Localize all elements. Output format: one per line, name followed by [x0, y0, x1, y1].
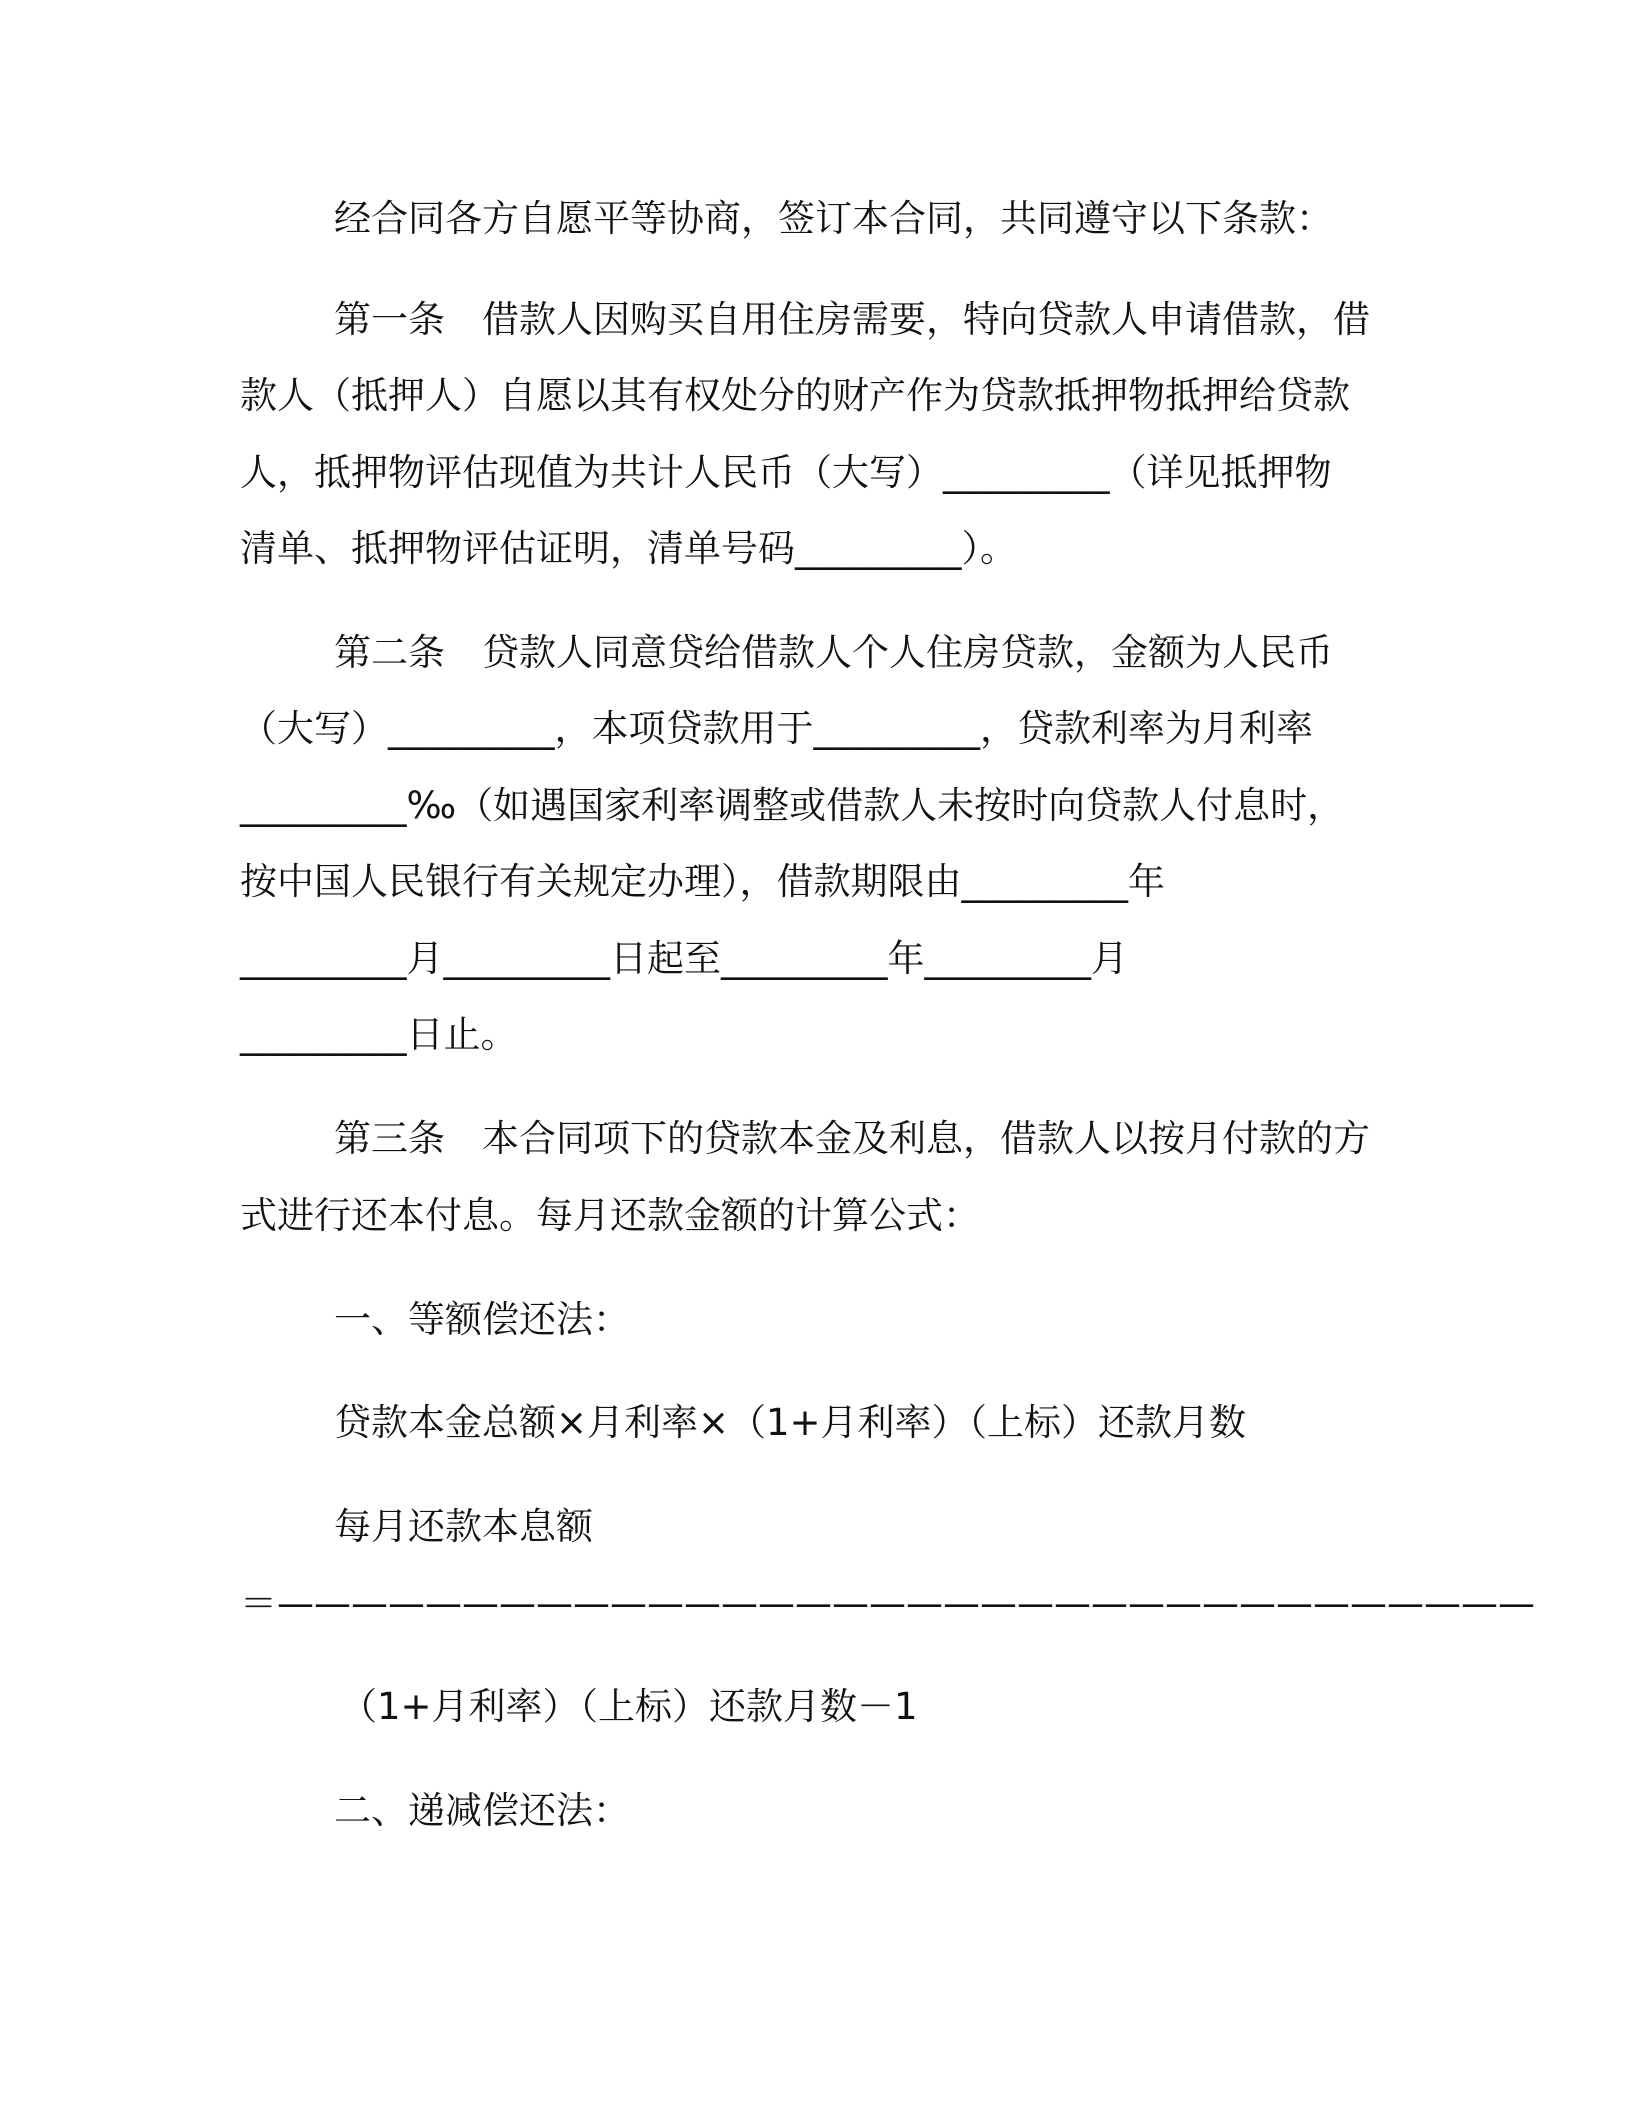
article-2-line-4: 按中国人民银行有关规定办理），借款期限由_________年: [240, 860, 1165, 903]
article-1-line-2: 款人（抵押人）自愿以其有权处分的财产作为贷款抵押物抵押给贷款: [240, 374, 1350, 417]
article-2-line-5: _________月_________日起至_________年_________月: [240, 937, 1128, 980]
formula-denominator: （1+月利率）（上标）还款月数－1: [340, 1685, 918, 1728]
preamble-line: 经合同各方自愿平等协商，签订本合同，共同遵守以下条款：: [334, 197, 1333, 240]
article-1-line-3: 人，抵押物评估现值为共计人民币（大写）_________（详见抵押物: [240, 451, 1332, 494]
article-1-line-4: 清单、抵押物评估证明，清单号码_________）。: [240, 527, 1017, 570]
method-2-heading: 二、递减偿还法：: [334, 1789, 630, 1832]
formula-label: 每月还款本息额: [334, 1505, 593, 1548]
article-2-line-2: （大写）_________，本项贷款用于_________，贷款利率为月利率: [240, 707, 1313, 750]
formula-numerator: 贷款本金总额×月利率×（1+月利率）（上标）还款月数: [334, 1401, 1247, 1444]
article-3-line-2: 式进行还本付息。每月还款金额的计算公式：: [240, 1194, 980, 1237]
article-1-line-1: 第一条 借款人因购买自用住房需要，特向贷款人申请借款，借: [334, 298, 1370, 341]
formula-fraction-bar: ＝——————————————————————————————————: [240, 1582, 1535, 1625]
article-2-line-1: 第二条 贷款人同意贷给借款人个人住房贷款，金额为人民币: [334, 631, 1333, 674]
article-2-line-3: _________‰（如遇国家利率调整或借款人未按时向贷款人付息时，: [240, 784, 1345, 827]
article-3-line-1: 第三条 本合同项下的贷款本金及利息，借款人以按月付款的方: [334, 1117, 1370, 1160]
article-2-line-6: _________日止。: [240, 1013, 518, 1056]
method-1-heading: 一、等额偿还法：: [334, 1298, 630, 1341]
